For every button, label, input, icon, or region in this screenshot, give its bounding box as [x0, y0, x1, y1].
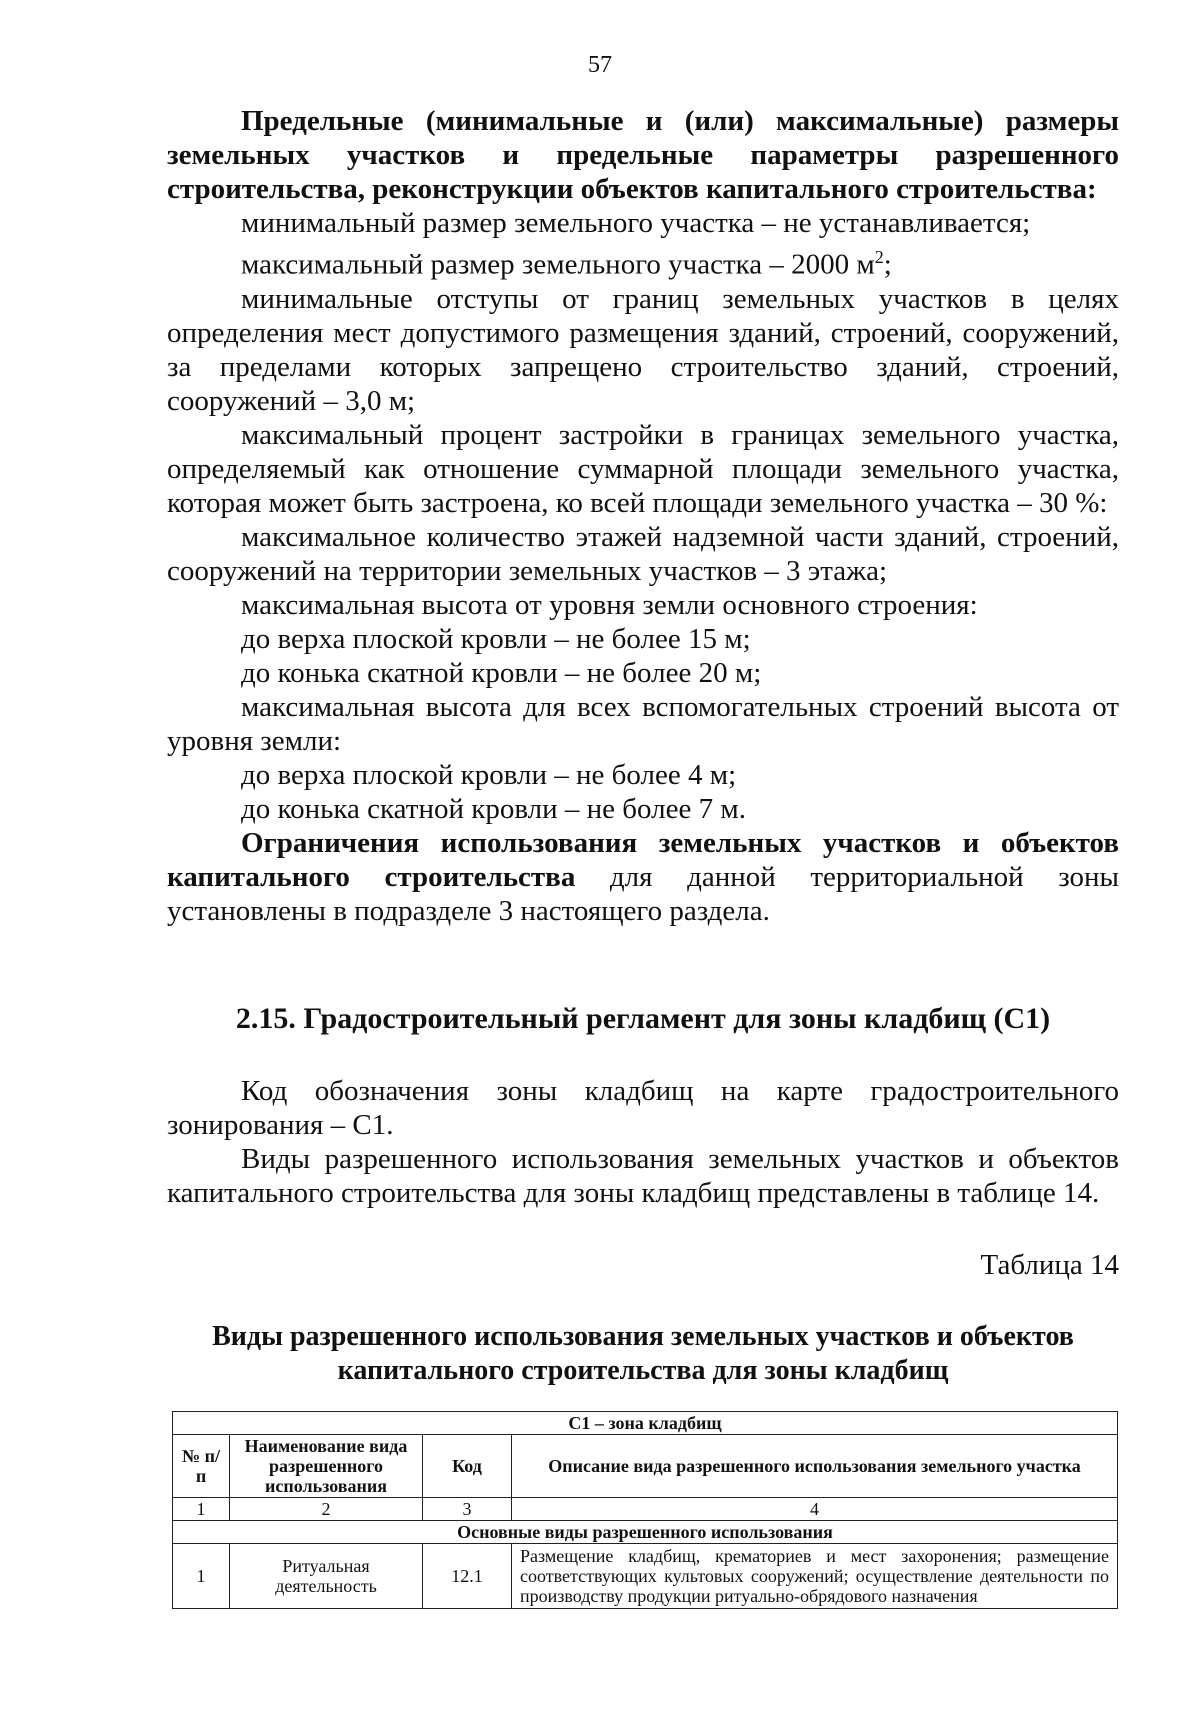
table-title: Виды разрешенного использования земельных участков и объектов капитального строительства для зоны кладбищ	[212, 1321, 1074, 1386]
regulation-table	[172, 1411, 1118, 1609]
flat-roof-main-paragraph: до верха плоской кровли – не более 15 м;	[241, 622, 751, 655]
row-name: Ритуальная деятельность	[230, 1544, 423, 1609]
zone-code-paragraph: Код обозначения зоны кладбищ на карте градостроительного зонирования – С1.	[167, 1075, 1119, 1141]
setbacks-paragraph: минимальные отступы от границ земельных участков в целях определения мест допустимого размещения зданий, строений, сооружений, за пределами которых запрещено строительство зданий, строений, сооружений – 3,0 м;	[167, 282, 1119, 417]
pitched-roof-main-paragraph: до конька скатной кровли – не более 20 м;	[241, 656, 762, 689]
col-number-2: 2	[230, 1498, 423, 1521]
main-text	[167, 104, 1119, 928]
pitched-roof-aux-paragraph: до конька скатной кровли – не более 7 м.	[241, 792, 746, 825]
col-number-1: 1	[173, 1498, 230, 1521]
group-main-cell: Основные виды разрешенного использования	[173, 1521, 1118, 1544]
section-text	[167, 1002, 1119, 1388]
height-main-paragraph: максимальная высота от уровня земли основного строения:	[241, 588, 978, 621]
restrictions-rest: для данной территориальной зоны установлены в подразделе 3 настоящего раздела.	[167, 860, 1119, 927]
height-aux-paragraph: максимальная высота для всех вспомогательных строений высота от уровня земли:	[167, 690, 1119, 757]
floors-paragraph: максимальное количество этажей надземной части зданий, строений, сооружений на территории земельных участков – 3 этажа;	[167, 520, 1119, 587]
row-code: 12.1	[423, 1544, 512, 1609]
spacer	[167, 1036, 1119, 1074]
max-size-superscript: 2	[874, 247, 884, 267]
types-intro-paragraph: Виды разрешенного использования земельных участков и объектов капитального строительства для зоны кладбищ представлены в таблице 14.	[167, 1143, 1119, 1209]
flat-roof-aux-paragraph: до верха плоской кровли – не более 4 м;	[241, 758, 737, 791]
spacer	[167, 1210, 1119, 1248]
spacer	[167, 1282, 1119, 1320]
zone-header-cell: С1 – зона кладбищ	[173, 1412, 1118, 1435]
limits-heading: Предельные (минимальные и (или) максимальные) размеры земельных участков и предельные параметры разрешенного строительства, реконструкции объектов капитального строительства:	[167, 105, 1119, 205]
header-name: Наименование вида разрешенного использования	[230, 1435, 423, 1498]
header-num: № п/п	[173, 1435, 230, 1498]
min-size-paragraph: минимальный размер земельного участка – не устанавливается;	[241, 207, 1031, 239]
col-number-3: 3	[423, 1498, 512, 1521]
max-size-paragraph	[167, 240, 1119, 282]
restrictions-bold: Ограничения использования земельных участков и объектов капитального строительства	[167, 826, 1119, 893]
table-label: Таблица 14	[980, 1249, 1119, 1281]
section-title: 2.15. Градостроительный регламент для зоны кладбищ (С1)	[235, 1002, 1051, 1035]
header-desc: Описание вида разрешенного использования земельного участка	[512, 1435, 1118, 1498]
row-desc: Размещение кладбищ, крематориев и мест захоронения; размещение соответствующих культовых сооружений; осуществление деятельности по производству продукции ритуально-обрядового назначения	[512, 1544, 1118, 1609]
col-number-4: 4	[512, 1498, 1118, 1521]
coverage-paragraph: максимальный процент застройки в границах земельного участка, определяемый как отношение суммарной площади земельного участка, которая может быть застроена, ко всей площади земельного участка – 30 %:	[167, 418, 1119, 519]
table-row	[173, 1544, 1118, 1609]
restrictions-paragraph	[167, 826, 1119, 928]
header-code: Код	[423, 1435, 512, 1498]
max-size-text: максимальный размер земельного участка – 2000 м	[241, 248, 875, 281]
max-size-suffix: ;	[883, 248, 892, 281]
row-num: 1	[173, 1544, 230, 1609]
page-number: 57	[588, 52, 612, 78]
